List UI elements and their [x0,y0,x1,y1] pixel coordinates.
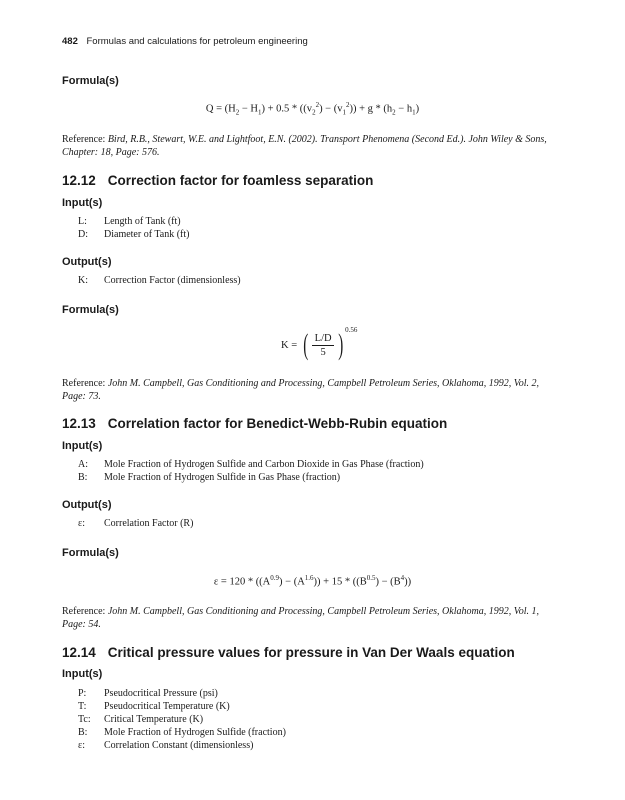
section-heading: Critical pressure values for pressure in Van Der Waals equation [107,645,515,660]
input-description: Pseudocritical Pressure (psi) [104,688,218,699]
output-label: Output(s) [62,256,112,268]
output-symbol: K: [78,275,88,286]
reference-prefix: Reference: [62,134,108,145]
input-label: Input(s) [62,668,103,680]
output-row [78,518,193,529]
input-description: Mole Fraction of Hydrogen Sulfide (fraction) [104,727,286,738]
formula-label: Formula(s) [62,547,119,559]
section-number: 12.13 [62,416,96,431]
input-description: Mole Fraction of Hydrogen Sulfide and Carbon Dioxide in Gas Phase (fraction) [104,459,424,470]
reference-citation: John M. Campbell, Gas Conditioning and Processing, Campbell Petroleum Series, Oklahoma, 1992, Vol. 1, Page: 54. [62,606,539,630]
section-title-12-14 [62,645,515,660]
fraction [312,333,334,358]
input-symbol: B: [78,727,88,738]
energy-balance-formula: $Q = (H_2 - H_1) + 0.5 * ((v_2^2) - (v_1^2)) + g * (h_2 - h_1)$ [205,101,420,117]
input-description: Mole Fraction of Hydrogen Sulfide in Gas Phase (fraction) [104,472,341,483]
running-title: Formulas and calculations for petroleum engineering [86,36,308,47]
bwr-correlation-formula: $\varepsilon = 120 * ((A^{0.9}) - (A^{1.6})) + 15 * ((B^{0.5}) - (B^4))$ [213,574,412,588]
input-description: Diameter of Tank (ft) [104,229,190,240]
formula-label-top: Formula(s) [62,75,119,87]
section-heading: Correction factor for foamless separation [107,173,374,188]
output-label: Output(s) [62,499,112,511]
input-row [78,472,340,483]
reference-12-13 [62,605,562,631]
input-row [78,714,203,725]
reference-citation: John M. Campbell, Gas Conditioning and Processing, Campbell Petroleum Series, Oklahoma, 1992, Vol. 2, Page: 73. [62,378,539,402]
section-title-12-12 [62,173,373,188]
input-row [78,216,181,227]
input-description: Pseudocritical Temperature (K) [104,701,230,712]
right-paren: ) [338,328,344,361]
input-row [78,688,218,699]
reference-citation: Bird, R.B., Stewart, W.E. and Lightfoot, E.N. (2002). Transport Phenomena (Second Ed.). John Wiley & Sons, Chapter: 18, Page: 576. [62,134,547,158]
input-row [78,459,424,470]
input-symbol: T: [78,701,87,712]
left-paren: ( [303,328,309,361]
input-label: Input(s) [62,440,103,452]
formula-exponent: 0.56 [345,326,358,334]
reference-prefix: Reference: [62,606,108,617]
reference-top [62,133,562,159]
output-description: Correction Factor (dimensionless) [104,275,241,286]
reference-prefix: Reference: [62,378,108,389]
output-symbol: ε: [78,518,85,529]
input-symbol: A: [78,459,88,470]
input-description: Length of Tank (ft) [104,216,181,227]
output-description: Correlation Factor (R) [104,518,194,529]
correction-factor-formula [281,328,357,362]
input-description: Critical Temperature (K) [104,714,204,725]
fraction-numerator: L/D [314,332,332,344]
input-symbol: P: [78,688,87,699]
section-title-12-13 [62,416,447,431]
input-symbol: Tc: [78,714,91,725]
fraction-denominator: 5 [320,346,326,358]
input-symbol: L: [78,216,87,227]
input-row [78,701,230,712]
input-row [78,229,189,240]
formula-lhs: K = [281,339,298,351]
input-description: Correlation Constant (dimensionless) [104,740,254,751]
input-label: Input(s) [62,197,103,209]
input-row [78,727,286,738]
input-symbol: D: [78,229,88,240]
input-symbol: ε: [78,740,85,751]
section-number: 12.12 [62,173,96,188]
formula-label: Formula(s) [62,304,119,316]
reference-12-12 [62,377,562,403]
section-number: 12.14 [62,645,96,660]
running-header [62,36,308,47]
section-heading: Correlation factor for Benedict-Webb-Rubin equation [107,416,448,431]
fraction-bar [312,345,334,346]
input-row [78,740,253,751]
output-row [78,275,241,286]
page-number: 482 [62,36,78,47]
input-symbol: B: [78,472,88,483]
